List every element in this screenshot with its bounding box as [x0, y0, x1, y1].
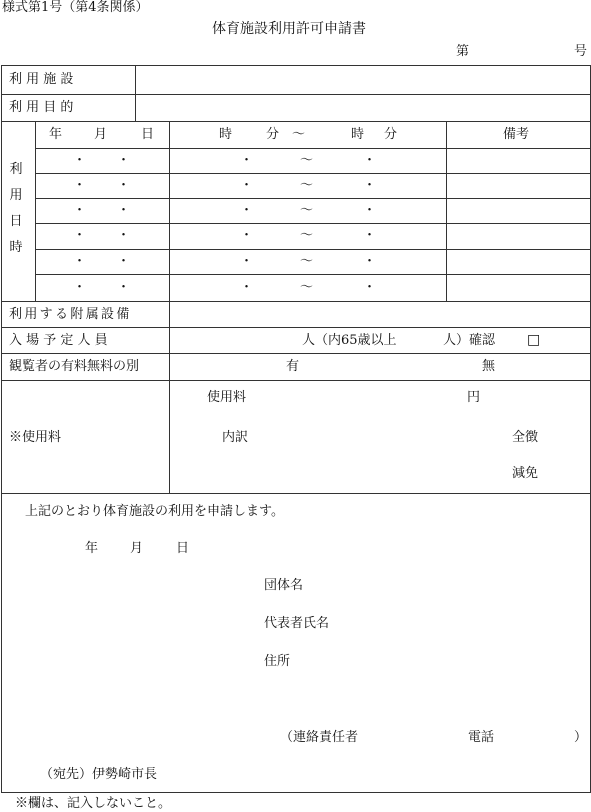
time-dot: ・: [240, 153, 254, 168]
time-tilde: ～: [300, 280, 314, 295]
time-tilde: ～: [300, 178, 314, 193]
date-month: 月: [130, 541, 144, 556]
header-minute-end: 分: [384, 127, 398, 142]
equipment-label: 利用する附属設備: [9, 307, 132, 322]
datetime-char: 用: [9, 188, 23, 203]
time-tilde: ～: [300, 228, 314, 243]
breakdown-label: 内訳: [222, 430, 249, 445]
time-dot: ・: [363, 280, 377, 295]
date-year: 年: [85, 541, 99, 556]
header-notes: 備考: [503, 127, 530, 142]
date-dot: ・: [73, 280, 87, 295]
row-divider: [1, 301, 591, 302]
column-divider: [446, 121, 447, 301]
attendance-label: 入 場 予 定 人 員: [9, 333, 108, 348]
row-divider: [35, 173, 591, 174]
reduction: 減免: [512, 466, 539, 481]
datetime-char: 時: [9, 240, 23, 255]
header-month: 月: [94, 127, 108, 142]
addressee: （宛先）伊勢崎市長: [40, 767, 158, 782]
time-tilde: ～: [300, 153, 314, 168]
date-dot: ・: [73, 228, 87, 243]
application-statement: 上記のとおり体育施設の利用を申請します。: [25, 504, 284, 519]
time-tilde: ～: [300, 203, 314, 218]
date-dot: ・: [73, 254, 87, 269]
time-dot: ・: [363, 203, 377, 218]
date-day: 日: [176, 541, 190, 556]
date-dot: ・: [73, 203, 87, 218]
time-dot: ・: [240, 254, 254, 269]
page-title: 体育施設利用許可申請書: [212, 21, 366, 37]
header-hour-start: 時: [219, 127, 233, 142]
row-divider: [35, 249, 591, 250]
header-hour-end: 時: [351, 127, 365, 142]
fee-label: ※使用料: [9, 430, 62, 445]
attendance-people: 人（内65歳以上: [302, 333, 397, 348]
date-dot: ・: [117, 153, 131, 168]
date-dot: ・: [117, 254, 131, 269]
application-number-go: 号: [574, 44, 588, 59]
time-dot: ・: [363, 254, 377, 269]
confirm-checkbox[interactable]: □: [527, 332, 541, 348]
time-tilde: ～: [300, 254, 314, 269]
datetime-label: [9, 157, 23, 261]
group-name-label: 団体名: [264, 578, 304, 593]
header-minute-start: 分: [266, 127, 280, 142]
form-number-label: 様式第1号（第4条関係）: [2, 0, 149, 15]
column-divider: [169, 121, 170, 493]
viewers-label: 観覧者の有料無料の別: [9, 359, 140, 374]
time-dot: ・: [363, 153, 377, 168]
representative-label: 代表者氏名: [264, 616, 330, 631]
table-bottom-border: [1, 792, 591, 793]
yen-unit: 円: [467, 390, 481, 405]
header-year: 年: [49, 127, 63, 142]
attendance-confirm: 人）確認: [443, 333, 496, 348]
application-number-dai: 第: [456, 44, 470, 59]
row-divider: [35, 148, 591, 149]
row-divider: [35, 223, 591, 224]
row-divider: [1, 121, 591, 122]
row-divider: [1, 380, 591, 381]
fee-amount-label: 使用料: [207, 390, 247, 405]
contact-close-paren: ）: [574, 730, 588, 745]
address-label: 住所: [264, 654, 291, 669]
paid-option[interactable]: 有: [286, 359, 300, 374]
time-dot: ・: [240, 280, 254, 295]
row-divider: [1, 353, 591, 354]
date-dot: ・: [73, 153, 87, 168]
free-option[interactable]: 無: [482, 359, 496, 374]
date-dot: ・: [117, 203, 131, 218]
header-day: 日: [141, 127, 155, 142]
table-top-border: [1, 65, 591, 66]
datetime-char: 利: [9, 162, 23, 177]
time-dot: ・: [240, 228, 254, 243]
row-divider: [1, 94, 591, 95]
time-dot: ・: [240, 203, 254, 218]
row-divider: [35, 198, 591, 199]
facility-label: 利 用 施 設: [9, 72, 74, 87]
facility-field[interactable]: [137, 67, 588, 92]
full-collection: 全徴: [512, 430, 539, 445]
contact-label: （連絡責任者: [280, 730, 359, 745]
phone-label: 電話: [468, 730, 495, 745]
time-dot: ・: [240, 178, 254, 193]
column-divider: [35, 121, 36, 301]
date-dot: ・: [117, 280, 131, 295]
datetime-char: 日: [9, 214, 23, 229]
purpose-label: 利 用 目 的: [9, 100, 74, 115]
row-divider: [1, 327, 591, 328]
date-dot: ・: [73, 178, 87, 193]
footnote: ※欄は、記入しないこと。: [15, 796, 172, 811]
row-divider: [1, 493, 591, 494]
date-dot: ・: [117, 228, 131, 243]
time-dot: ・: [363, 228, 377, 243]
row-divider: [35, 274, 591, 275]
table-left-border: [1, 65, 2, 792]
column-divider: [135, 65, 136, 121]
header-tilde: ～: [292, 127, 306, 142]
date-dot: ・: [117, 178, 131, 193]
time-dot: ・: [363, 178, 377, 193]
purpose-field[interactable]: [137, 96, 588, 119]
